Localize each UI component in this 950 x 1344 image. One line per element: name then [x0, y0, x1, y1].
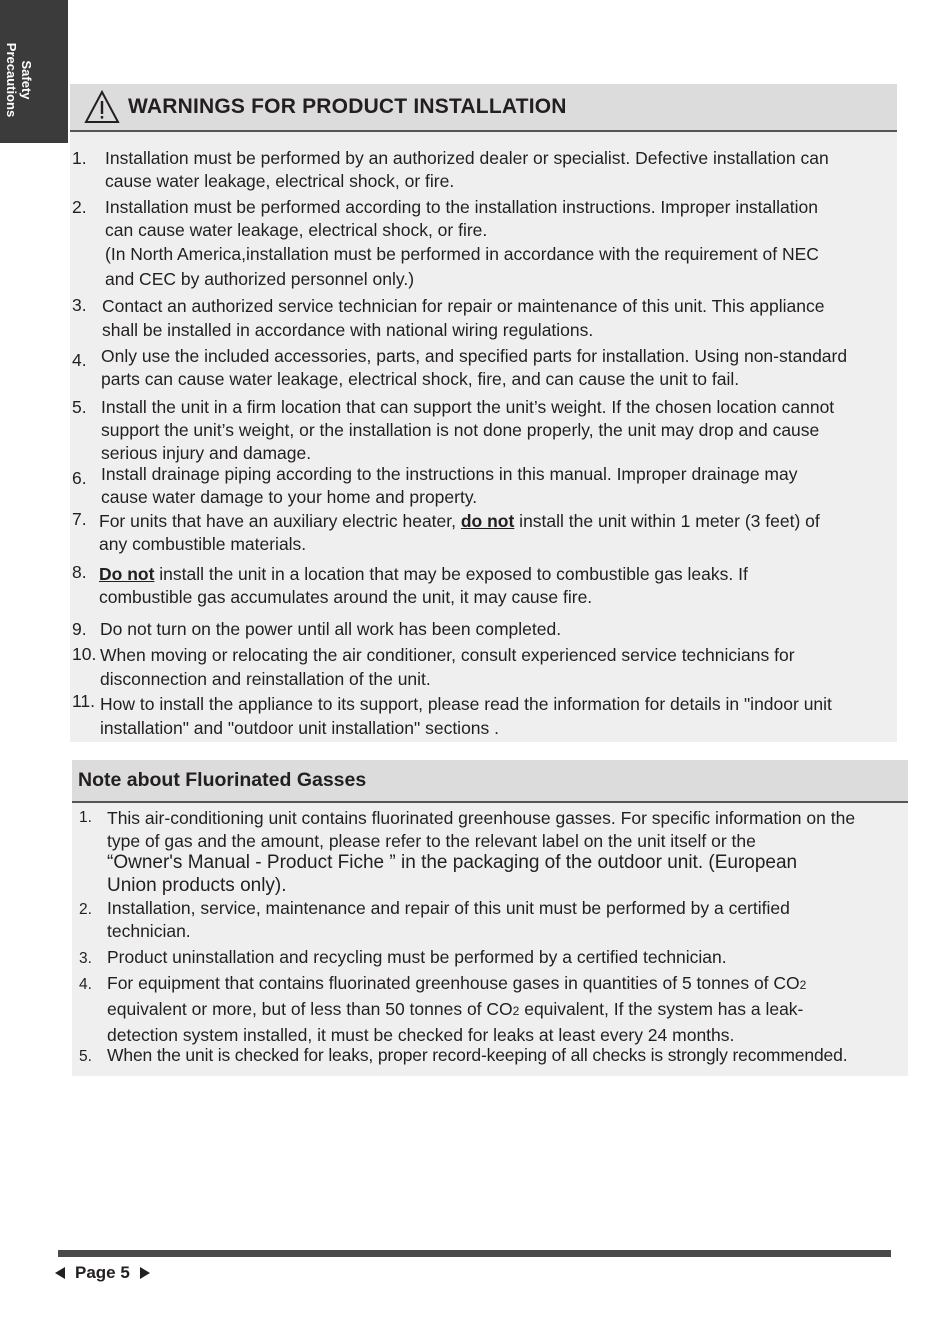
side-tab-label [4, 40, 34, 120]
item-number: 10. [72, 644, 97, 664]
item-text: Only use the included accessories, parts, and specified parts for installation. Using non-standard [101, 346, 848, 366]
item-text: For equipment that contains fluorinated greenhouse gases in quantities of 5 tonnes of CO [107, 973, 800, 993]
item-number: 4. [72, 350, 87, 370]
warning-triangle-icon [84, 89, 120, 125]
footer-divider [58, 1250, 891, 1257]
note-item [79, 971, 806, 1047]
item-number: 4. [79, 976, 92, 993]
item-number: 2. [72, 197, 87, 217]
item-text: cause water leakage, electrical shock, or fire. [105, 171, 455, 191]
item-text: Contact an authorized service technician for repair or maintenance of this unit. This appliance [102, 296, 825, 316]
item-number: 11. [72, 691, 96, 711]
item-text: technician. [107, 920, 191, 941]
item-text: combustible gas accumulates around the unit, it may cause fire. [99, 587, 593, 607]
note-item [79, 807, 855, 897]
item-text: equivalent or more, but of less than 50 tonnes of CO [107, 999, 513, 1019]
item-number: 1. [72, 148, 87, 168]
item-text: Union products only). [107, 874, 287, 896]
item-text: type of gas and the amount, please refer to the relevant label on the unit itself or the [107, 830, 756, 851]
item-text: Installation must be performed according to the installation instructions. Improper installation [105, 197, 819, 217]
item-text: How to install the appliance to its support, please read the information for details in "indoor unit [100, 694, 832, 714]
note-item [79, 946, 727, 969]
side-tab-line1: Safety [19, 60, 34, 100]
item-text: equivalent, If the system has a leak- [519, 999, 804, 1019]
item-text: can cause water leakage, electrical shock, or fire. [105, 220, 488, 240]
item-text: Install the unit in a firm location that can support the unit’s weight. If the chosen location cannot [101, 397, 835, 417]
warning-item [72, 510, 820, 556]
item-text: installation" and "outdoor unit installation" sections . [100, 718, 500, 738]
item-number: 8. [72, 562, 87, 582]
item-text: cause water damage to your home and property. [101, 487, 478, 507]
item-text: When the unit is checked for leaks, proper record-keeping of all checks is strongly recommended. [107, 1045, 848, 1065]
item-text: shall be installed in accordance with national wiring regulations. [102, 320, 594, 340]
side-tab-line2: Precautions [4, 42, 19, 118]
warning-item [72, 396, 834, 465]
note-title: Note about Fluorinated Gasses [78, 769, 367, 791]
item-text: This air-conditioning unit contains fluorinated greenhouse gasses. For specific information on the [107, 808, 856, 828]
item-number: 5. [72, 397, 87, 417]
page-number: Page 5 [75, 1263, 130, 1282]
item-number: 3. [79, 950, 92, 967]
item-text: detection system installed, it must be checked for leaks at least every 24 months. [107, 1025, 735, 1045]
item-text: serious injury and damage. [101, 443, 312, 463]
warning-item [72, 563, 748, 609]
item-text: (In North America,installation must be performed in accordance with the requirement of NEC [105, 244, 819, 264]
emphasis-do-not: do not [460, 511, 515, 531]
subscript: 2 [512, 1004, 520, 1018]
subscript: 2 [799, 978, 807, 992]
emphasis-do-not: Do not [99, 564, 155, 584]
item-text: For units that have an auxiliary electric heater, [99, 511, 461, 531]
item-number: 2. [79, 901, 92, 918]
warning-item [72, 294, 824, 342]
item-number: 6. [72, 468, 87, 488]
item-text: and CEC by authorized personnel only.) [105, 269, 415, 289]
note-item [79, 1044, 847, 1067]
item-number: 3. [72, 295, 87, 315]
note-header [72, 760, 908, 803]
item-text: disconnection and reinstallation of the unit. [100, 669, 431, 689]
item-text: support the unit’s weight, or the installation is not done properly, the unit may drop and cause [101, 420, 820, 440]
note-item [79, 897, 790, 942]
item-number: 1. [79, 809, 92, 826]
warning-item [72, 692, 832, 740]
warning-item [72, 618, 561, 641]
item-text: Installation, service, maintenance and repair of this unit must be performed by a certified [107, 898, 790, 918]
warnings-header [70, 84, 897, 132]
warnings-title: WARNINGS FOR PRODUCT INSTALLATION [128, 95, 567, 118]
item-text: any combustible materials. [99, 534, 307, 554]
section-side-tab [0, 0, 68, 143]
item-text: When moving or relocating the air conditioner, consult experienced service technicians for [100, 645, 795, 665]
warning-item [72, 345, 847, 391]
item-text: parts can cause water leakage, electrical shock, fire, and can cause the unit to fail. [101, 369, 740, 389]
warning-item [72, 463, 798, 509]
item-text: “Owner's Manual - Product Fiche ” in the packaging of the outdoor unit. (European [107, 852, 798, 873]
item-text: Installation must be performed by an authorized dealer or specialist. Defective installation can [105, 148, 829, 168]
item-text: install the unit within 1 meter (3 feet) of [514, 511, 820, 531]
warning-item [72, 196, 819, 292]
item-number: 7. [72, 509, 87, 529]
item-text: Install drainage piping according to the instructions in this manual. Improper drainage may [101, 464, 798, 484]
page-navigation [55, 1262, 150, 1284]
warning-item [72, 643, 795, 691]
item-text: install the unit in a location that may be exposed to combustible gas leaks. If [154, 564, 748, 584]
item-number: 9. [72, 619, 87, 639]
item-text: Product uninstallation and recycling must be performed by a certified technician. [107, 947, 727, 967]
item-text: Do not turn on the power until all work has been completed. [100, 619, 562, 639]
previous-page-arrow-icon[interactable] [55, 1267, 65, 1279]
item-number: 5. [79, 1048, 92, 1065]
warning-item [72, 147, 829, 193]
next-page-arrow-icon[interactable] [140, 1267, 150, 1279]
